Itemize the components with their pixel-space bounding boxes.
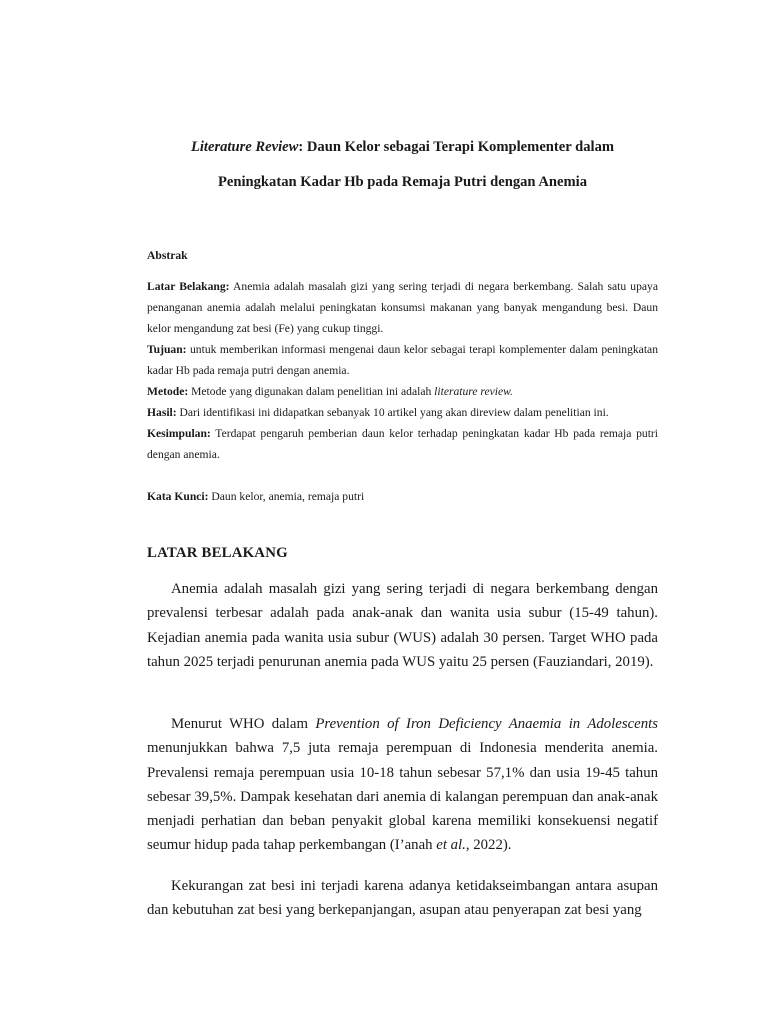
title-italic: Literature Review: [190, 139, 299, 155]
paragraph-1-text: Anemia adalah masalah gizi yang sering terjadi di negara berkembang dengan prevalensi terbesar adalah pada anak-anak dan wanita usia subur (15-49 tahun). Kejadian anemia pada wanita usia subur (WUS) adalah 30 persen. Target WHO pada tahun 2025 terjadi penurunan anemia pada WUS yaitu 25 persen (Fauziandari, 2019).: [147, 581, 658, 670]
abstract-metode: [147, 381, 658, 402]
latar-label: Latar Belakang:: [147, 280, 230, 293]
hasil-label: Hasil:: [147, 406, 177, 419]
paragraph-3: [147, 874, 658, 923]
title-line-2: Peningkatan Kadar Hb pada Remaja Putri dengan Anemia: [217, 174, 588, 190]
tujuan-label: Tujuan:: [147, 343, 187, 356]
abstract-heading: Abstrak: [147, 249, 188, 262]
paragraph-2-text: [147, 712, 658, 858]
keywords-text: Daun kelor, anemia, remaja putri: [208, 490, 365, 503]
abstract-kesimpulan: [147, 423, 658, 465]
latar-text: Anemia adalah masalah gizi yang sering terjadi di negara berkembang. Salah satu upaya penanganan anemia adalah melalui peningkatan konsumsi makanan yang banyak mengandung besi. Daun kelor mengandung zat besi (Fe) yang cukup tinggi.: [147, 280, 658, 335]
abstract-tujuan: [147, 339, 658, 381]
metode-text: Metode yang digunakan dalam penelitian ini adalah: [188, 385, 435, 398]
p2-mid: menunjukkan bahwa 7,5 juta remaja perempuan di Indonesia menderita anemia. Prevalensi remaja perempuan usia 10-18 tahun sebesar 57,1% dan usia 19-45 tahun sebesar 39,5%. Dampak kesehatan dari anemia di kalangan perempuan dan anak-anak menjadi perhatian dan beban penyakit global karena memiliki konsekuensi negatif seumur hidup pada tahap perkembangan (I’anah: [147, 740, 658, 854]
title-line-1-rest: : Daun Kelor sebagai Terapi Komplementer dalam: [298, 139, 615, 155]
abstract-body: [147, 276, 658, 465]
p2-end: , 2022).: [465, 837, 512, 854]
metode-italic: literature review.: [434, 385, 513, 398]
keywords: [147, 489, 364, 505]
keywords-label: Kata Kunci:: [147, 490, 209, 503]
section-heading: LATAR BELAKANG: [147, 545, 288, 561]
title-line-1: [147, 138, 658, 156]
paragraph-1: [147, 577, 658, 674]
tujuan-text: untuk memberikan informasi mengenai daun kelor sebagai terapi komplementer dalam peningkatan kadar Hb pada remaja putri dengan anemia.: [147, 343, 658, 377]
kesimpulan-text: Terdapat pengaruh pemberian daun kelor terhadap peningkatan kadar Hb pada remaja putri dengan anemia.: [147, 427, 658, 461]
p2-italic: Prevention of Iron Deficiency Anaemia in Adolescents: [315, 716, 659, 732]
paragraph-2: [147, 712, 658, 858]
metode-label: Metode:: [147, 385, 189, 398]
abstract-latar: [147, 276, 658, 339]
abstract-hasil: [147, 402, 658, 423]
paragraph-3-text: Kekurangan zat besi ini terjadi karena adanya ketidakseimbangan antara asupan dan kebutuhan zat besi yang berkepanjangan, asupan atau penyerapan zat besi yang: [147, 878, 658, 919]
hasil-text: Dari identifikasi ini didapatkan sebanyak 10 artikel yang akan direview dalam penelitian ini.: [176, 406, 609, 419]
p2-start: Menurut WHO dalam: [171, 716, 316, 732]
kesimpulan-label: Kesimpulan:: [147, 427, 211, 440]
p2-etal: et al.: [436, 837, 466, 854]
